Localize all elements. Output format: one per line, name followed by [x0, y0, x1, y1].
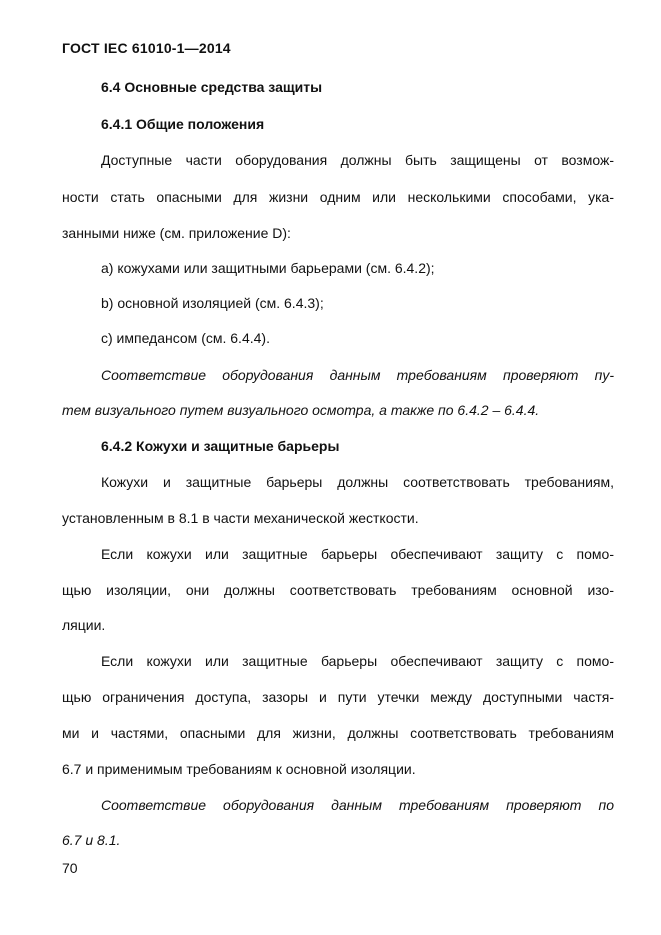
paragraph-line: Кожухи и защитные барьеры должны соответствовать требованиям,: [101, 474, 614, 490]
paragraph-line: установленным в 8.1 в части механической жесткости.: [62, 510, 419, 526]
list-item: a) кожухами или защитными барьерами (см. 6.4.2);: [101, 260, 435, 276]
paragraph-line: Если кожухи или защитные барьеры обеспечивают защиту с помо-: [101, 653, 614, 669]
document-header: ГОСТ IEC 61010-1—2014: [62, 40, 231, 56]
paragraph-line: занными ниже (см. приложение D):: [62, 225, 291, 241]
section-title-6-4: 6.4 Основные средства защиты: [101, 79, 323, 95]
list-item: c) импедансом (см. 6.4.4).: [101, 330, 270, 346]
paragraph-line: ми и частями, опасными для жизни, должны соответствовать требованиям: [62, 725, 614, 741]
compliance-note-line: 6.7 и 8.1.: [62, 832, 121, 848]
paragraph-line: 6.7 и применимым требованиям к основной изоляции.: [62, 761, 416, 777]
paragraph-line: Если кожухи или защитные барьеры обеспечивают защиту с помо-: [101, 546, 614, 562]
compliance-note-line: тем визуального путем визуального осмотра, а также по 6.4.2 – 6.4.4.: [62, 402, 540, 418]
compliance-note-line: Соответствие оборудования данным требованиям проверяют по: [101, 797, 614, 813]
paragraph-line: щью изоляции, они должны соответствовать требованиям основной изо-: [62, 582, 614, 598]
paragraph-line: ляции.: [62, 617, 106, 633]
section-title-6-4-1: 6.4.1 Общие положения: [101, 116, 265, 132]
paragraph-line: щью ограничения доступа, зазоры и пути утечки между доступными частя-: [62, 689, 614, 705]
page-number: 70: [62, 860, 78, 876]
compliance-note-line: Соответствие оборудования данным требованиям проверяют пу-: [101, 367, 614, 383]
paragraph-line: ности стать опасными для жизни одним или несколькими способами, ука-: [62, 189, 614, 205]
paragraph-line: Доступные части оборудования должны быть защищены от возмож-: [101, 152, 614, 168]
list-item: b) основной изоляцией (см. 6.4.3);: [101, 295, 324, 311]
section-title-6-4-2: 6.4.2 Кожухи и защитные барьеры: [101, 438, 340, 454]
